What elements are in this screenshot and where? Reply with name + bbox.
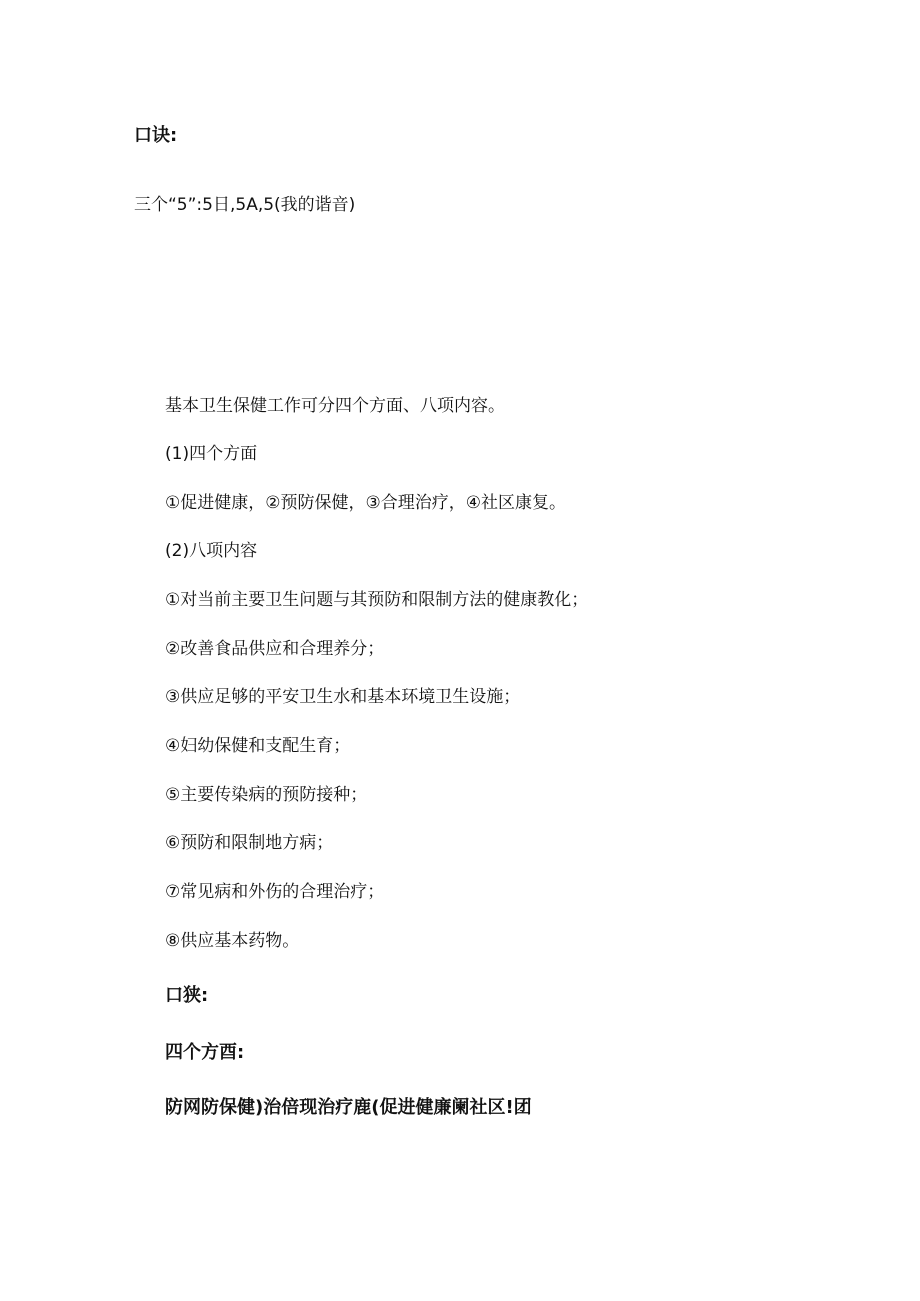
- content-item: ⑧供应基本药物。: [165, 931, 300, 951]
- footer-heading: 口狭:: [165, 985, 209, 1006]
- content-item: ③供应足够的平安卫生水和基本环境卫生设施；: [165, 687, 521, 707]
- mnemonic-text: 三个“5”:5日,5A,5(我的谐音): [134, 195, 356, 215]
- content-item: ④妇幼保健和支配生育；: [165, 736, 351, 756]
- content-item: ②改善食品供应和合理养分；: [165, 639, 385, 659]
- section-1-body: ①促进健康，②预防保健，③合理治疗，④社区康复。: [165, 493, 566, 513]
- content-item: ①对当前主要卫生问题与其预防和限制方法的健康教化；: [165, 590, 589, 610]
- footer-text: 防网防保健)治倍现治疗鹿(促进健廉阑社区!团: [165, 1097, 532, 1118]
- content-item: ⑤主要传染病的预防接种；: [165, 785, 368, 805]
- content-item: ⑥预防和限制地方病；: [165, 833, 334, 853]
- intro-paragraph: 基本卫生保健工作可分四个方面、八项内容。: [165, 396, 505, 416]
- mnemonic-heading: 口诀:: [134, 125, 178, 146]
- section-1-title: (1)四个方面: [165, 444, 258, 464]
- section-2-title: (2)八项内容: [165, 541, 258, 561]
- content-item: ⑦常见病和外伤的合理治疗；: [165, 882, 385, 902]
- footer-subheading: 四个方酉:: [165, 1042, 245, 1063]
